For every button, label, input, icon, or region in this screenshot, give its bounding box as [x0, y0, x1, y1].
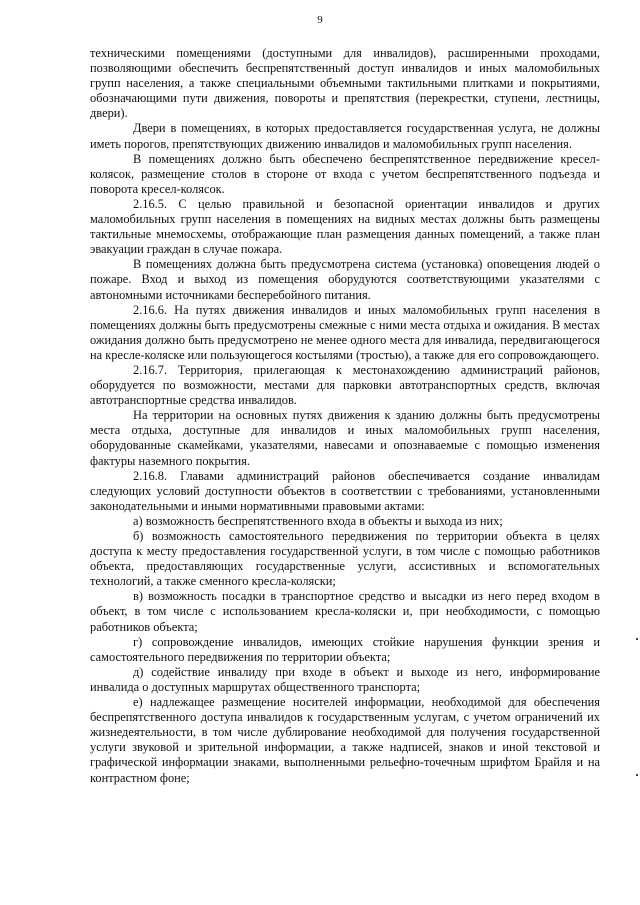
paragraph-doors: Двери в помещениях, в которых предоставляется государственная услуга, не должны иметь порогов, препятствующих движению инвалидов и маломобильных групп населения. — [90, 121, 600, 151]
paragraph-2-16-5: 2.16.5. С целью правильной и безопасной ориентации инвалидов и других маломобильных групп населения в помещениях на видных местах должны быть размещены тактильные мнемосхемы, отображающие план размещения данных помещений, а также план эвакуации граждан в случае пожара. — [90, 196, 600, 257]
list-item-a: а) возможность беспрепятственного входа в объекты и выхода из них; — [133, 513, 503, 528]
paragraph-wheelchair-movement: В помещениях должно быть обеспечено беспрепятственное передвижение кресел-колясок, размещение столов в стороне от входа с учетом беспрепятственного подъезда и поворота кресел-колясок. — [90, 151, 600, 196]
list-item-g: г) сопровождение инвалидов, имеющих стойкие нарушения функции зрения и самостоятельного передвижения по территории объекта; — [90, 634, 600, 664]
page-number: 9 — [317, 14, 323, 26]
list-item-d: д) содействие инвалиду при входе в объект и выходе из него, информирование инвалида о доступных маршрутах общественного транспорта; — [90, 664, 600, 694]
paragraph-fire-alarm: В помещениях должна быть предусмотрена система (установка) оповещения людей о пожаре. Вход и выход из помещения оборудуются соответствующими указателями с автономными источниками бесперебойного питания. — [90, 257, 600, 302]
list-item-e: е) надлежащее размещение носителей информации, необходимой для обеспечения беспрепятственного доступа инвалидов к государственным услугам, с учетом ограничений их жизнедеятельности, в том числе дублирование необходимой для получения государственной услуги звуковой и зрительной информации, а также надписей, знаков и иной текстовой и графической информации знаками, выполненными рельефно-точечным шрифтом Брайля и на контрастном фоне; — [90, 695, 600, 785]
paragraph-2-16-7: 2.16.7. Территория, прилегающая к местонахождению администраций районов, оборудуется по возможности, местами для парковки автотранспортных средств, включая автотранспортные средства инвалидов. — [90, 362, 600, 408]
paragraph-2-16-6: 2.16.6. На путях движения инвалидов и иных маломобильных групп населения в помещениях должны быть предусмотрены смежные с ними места отдыха и ожидания. В местах ожидания должно быть предусмотрено не менее одного места для инвалида, передвигающегося на кресле-коляске или пользующегося костылями (тростью), а также для его сопровождающего. — [90, 302, 600, 362]
scan-speck — [636, 774, 638, 776]
paragraph-rest-areas: На территории на основных путях движения к зданию должны быть предусмотрены места отдыха, доступные для инвалидов и иных маломобильных групп населения, оборудованные скамейками, указателями, навесами и опознаваемые с помощью изменения фактуры наземного покрытия. — [90, 408, 600, 468]
list-item-v: в) возможность посадки в транспортное средство и высадки из него перед входом в объект, в том числе с использованием кресла-коляски и, при необходимости, с помощью работников объекта; — [90, 589, 600, 634]
paragraph-continuation: техническими помещениями (доступными для инвалидов), расширенными проходами, позволяющими обеспечить беспрепятственный доступ инвалидов и иных маломобильных групп населения, а также специальными объемными тактильными плитками и покрытиями, обозначающими пути движения, повороты и препятствия (перекрестки, ступени, лестницы, двери). — [90, 46, 600, 121]
paragraph-2-16-8: 2.16.8. Главами администраций районов обеспечивается создание инвалидам следующих условий доступности объектов в соответствии с требованиями, установленными законодательными и иными нормативными правовыми актами: — [90, 468, 600, 513]
document-body — [90, 46, 600, 786]
list-item-b: б) возможность самостоятельного передвижения по территории объекта в целях доступа к месту предоставления государственной услуги, в том числе с помощью работников объекта, предоставляющих государственные услуги, ассистивных и вспомогательных технологий, а также сменного кресла-коляски; — [90, 529, 600, 589]
scan-speck — [636, 638, 638, 640]
